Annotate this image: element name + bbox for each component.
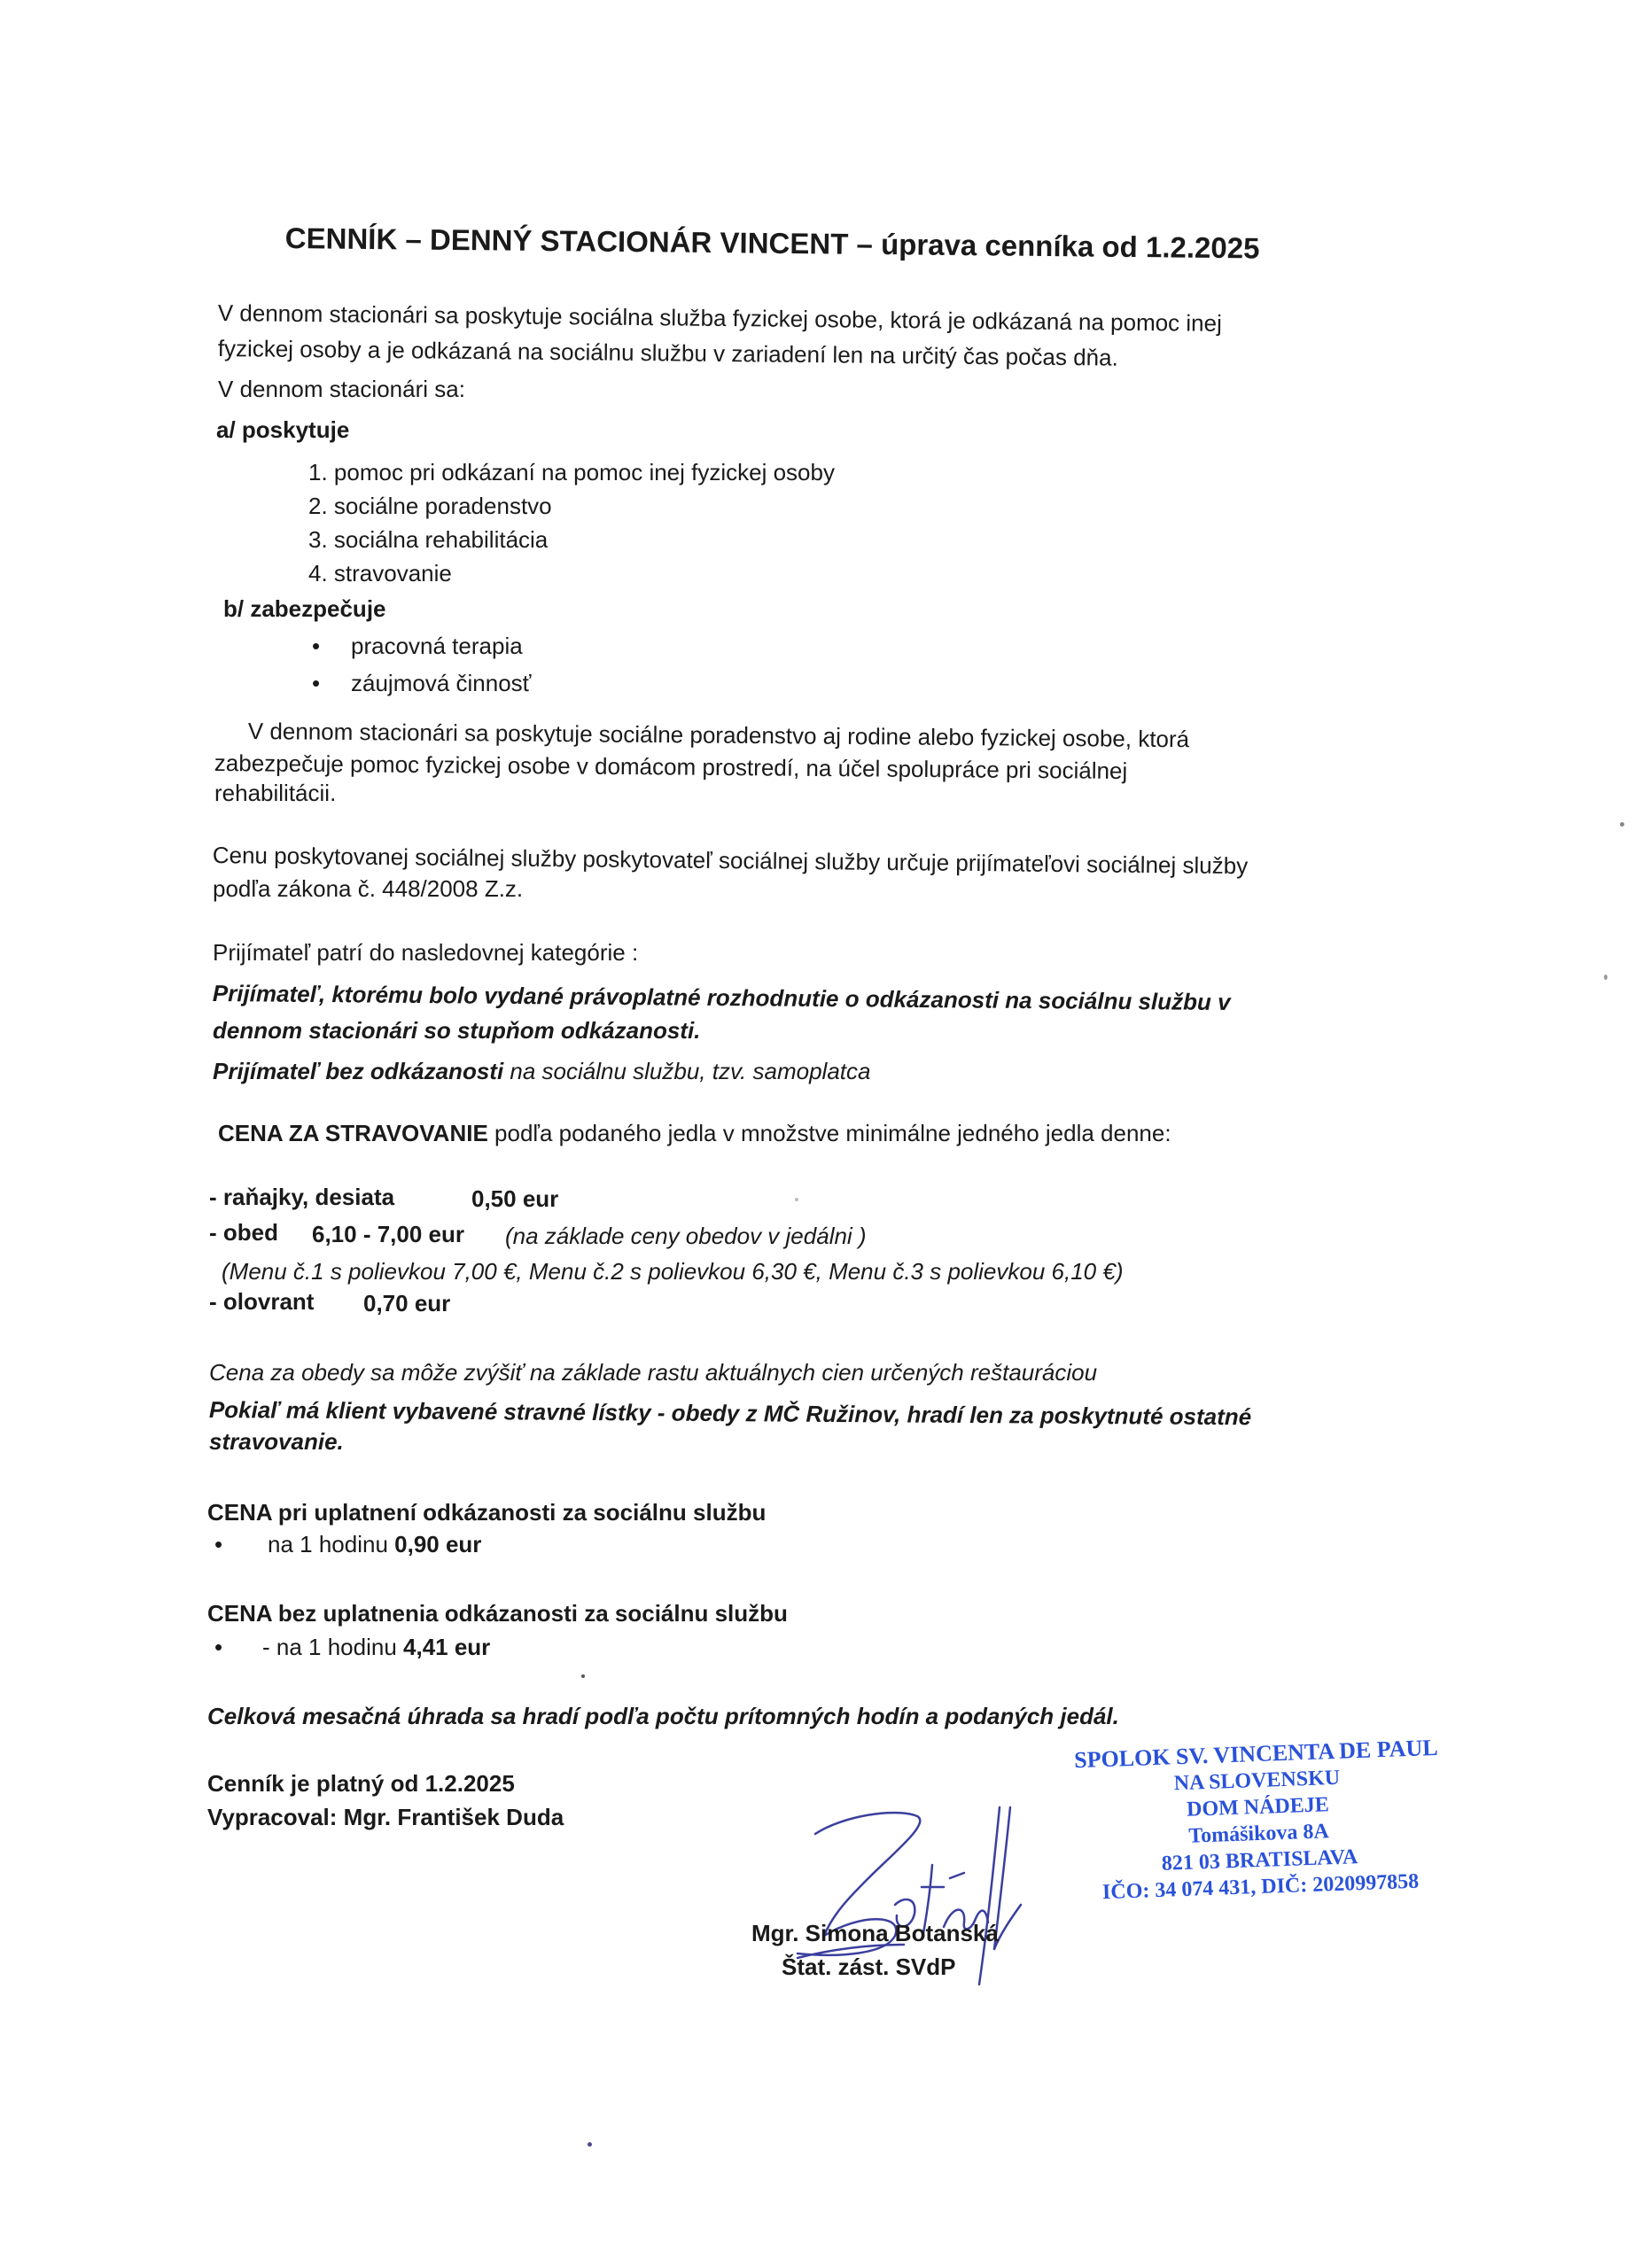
section-b-item: • pracovná terapia (312, 633, 523, 659)
snack-price: 0,70 eur (363, 1290, 451, 1317)
bullet-icon: • (312, 633, 321, 659)
stamp-line: NA SLOVENSKU (1173, 1766, 1341, 1796)
section-a-item: 2. sociálne poradenstvo (308, 493, 552, 519)
signatory-role: Štat. zást. SVdP (782, 1953, 956, 1980)
bullet-icon: • (214, 1634, 223, 1660)
price-with-heading: CENA pri uplatnení odkázanosti za sociálnu službu (207, 1499, 767, 1526)
validity-date: Cenník je platný od 1.2.2025 (207, 1770, 515, 1797)
document-title: CENNÍK – DENNÝ STACIONÁR VINCENT – úprava cenníka od 1.2.2025 (284, 221, 1260, 265)
lunch-price: 6,10 - 7,00 eur (312, 1221, 464, 1247)
meal-tickets-note-1: Pokiaľ má klient vybavené stravné lístky - obedy z MČ Ružinov, hradí len za poskytnuté ostatné (208, 1396, 1252, 1431)
category-line-1: Prijímateľ, ktorému bolo vydané právoplatné rozhodnutie o odkázanosti na sociálnu službu v (212, 979, 1231, 1016)
category-intro: Prijímateľ patrí do nasledovnej kategórie : (213, 939, 639, 966)
snack-label: - olovrant (209, 1288, 315, 1315)
organization-stamp (1043, 1734, 1474, 1908)
section-a-item: 3. sociálna rehabilitácia (308, 526, 549, 553)
price-increase-note: Cena za obedy sa môže zvýšiť na základe rastu aktuálnych cien určených reštauráciou (209, 1359, 1098, 1386)
category-line-3: Prijímateľ bez odkázanosti na sociálnu službu, tzv. samoplatca (213, 1058, 871, 1084)
stamp-line: SPOLOK SV. VINCENTA DE PAUL (1073, 1734, 1439, 1774)
counseling-line-2: zabezpečuje pomoc fyzickej osobe v domácom prostredí, na účel spolupráce pri sociálnej (214, 749, 1128, 784)
intro-line-2: fyzickej osoby a je odkázaná na sociálnu službu v zariadení len na určitý čas počas dňa. (217, 334, 1118, 371)
price-without-heading: CENA bez uplatnenia odkázanosti za sociálnu službu (207, 1600, 788, 1627)
bullet-icon: • (214, 1531, 223, 1557)
price-law-line-2: podľa zákona č. 448/2008 Z.z. (213, 875, 524, 902)
breakfast-label: - raňajky, desiata (209, 1184, 395, 1210)
price-with-item: • na 1 hodinu 0,90 eur (214, 1531, 482, 1557)
signatory-name: Mgr. Simona Botanská (751, 1920, 999, 1946)
meals-heading: CENA ZA STRAVOVANIE podľa podaného jedla v množstve minimálne jedného jedla denne: (218, 1120, 1171, 1146)
section-b-item: • záujmová činnosť (312, 670, 532, 696)
section-a-item: 1. pomoc pri odkázaní na pomoc inej fyzickej osoby (308, 459, 835, 485)
scan-speck (588, 2142, 592, 2147)
scan-speck (581, 1674, 585, 1678)
stamp-line: DOM NÁDEJE (1186, 1793, 1330, 1821)
intro-line-1: V dennom stacionári sa poskytuje sociálna služba fyzickej osobe, ktorá je odkázaná na pomoc inej (217, 299, 1223, 337)
stamp-line: 821 03 BRATISLAVA (1161, 1845, 1358, 1876)
price-law-line-1: Cenu poskytovanej sociálnej služby poskytovateľ sociálnej služby určuje prijímateľovi sociálnej služby (212, 841, 1249, 880)
total-payment-note: Celková mesačná úhrada sa hradí podľa počtu prítomných hodín a podaných jedál. (207, 1703, 1119, 1729)
category-line-2: dennom stacionári so stupňom odkázanosti. (213, 1017, 701, 1044)
lunch-label: - obed (209, 1219, 278, 1246)
bullet-icon: • (312, 670, 321, 696)
stamp-line: IČO: 34 074 431, DIČ: 2020997858 (1101, 1869, 1420, 1905)
menu-line: (Menu č.1 s polievkou 7,00 €, Menu č.2 s polievkou 6,30 €, Menu č.3 s polievkou 6,10 €) (222, 1258, 1124, 1285)
scan-speck (1604, 975, 1607, 980)
section-b-heading: b/ zabezpečuje (223, 595, 386, 622)
meal-tickets-note-2: stravovanie. (209, 1428, 344, 1455)
section-a-heading: a/ poskytuje (216, 416, 350, 443)
scan-speck (1620, 822, 1624, 827)
stamp-line: Tomášikova 8A (1187, 1820, 1330, 1848)
counseling-line-3: rehabilitácii. (214, 780, 337, 806)
section-a-item: 4. stravovanie (308, 560, 452, 586)
scan-speck (795, 1198, 798, 1201)
lunch-note: (na základe ceny obedov v jedálni ) (505, 1223, 867, 1249)
intro-line-3: V dennom stacionári sa: (218, 376, 465, 402)
counseling-line-1: V dennom stacionári sa poskytuje sociálne poradenstvo aj rodine alebo fyzickej osobe, ktorá (247, 717, 1190, 753)
breakfast-price: 0,50 eur (471, 1185, 559, 1212)
prepared-by: Vypracoval: Mgr. František Duda (207, 1804, 564, 1830)
price-without-item: • - na 1 hodinu 4,41 eur (214, 1634, 491, 1660)
